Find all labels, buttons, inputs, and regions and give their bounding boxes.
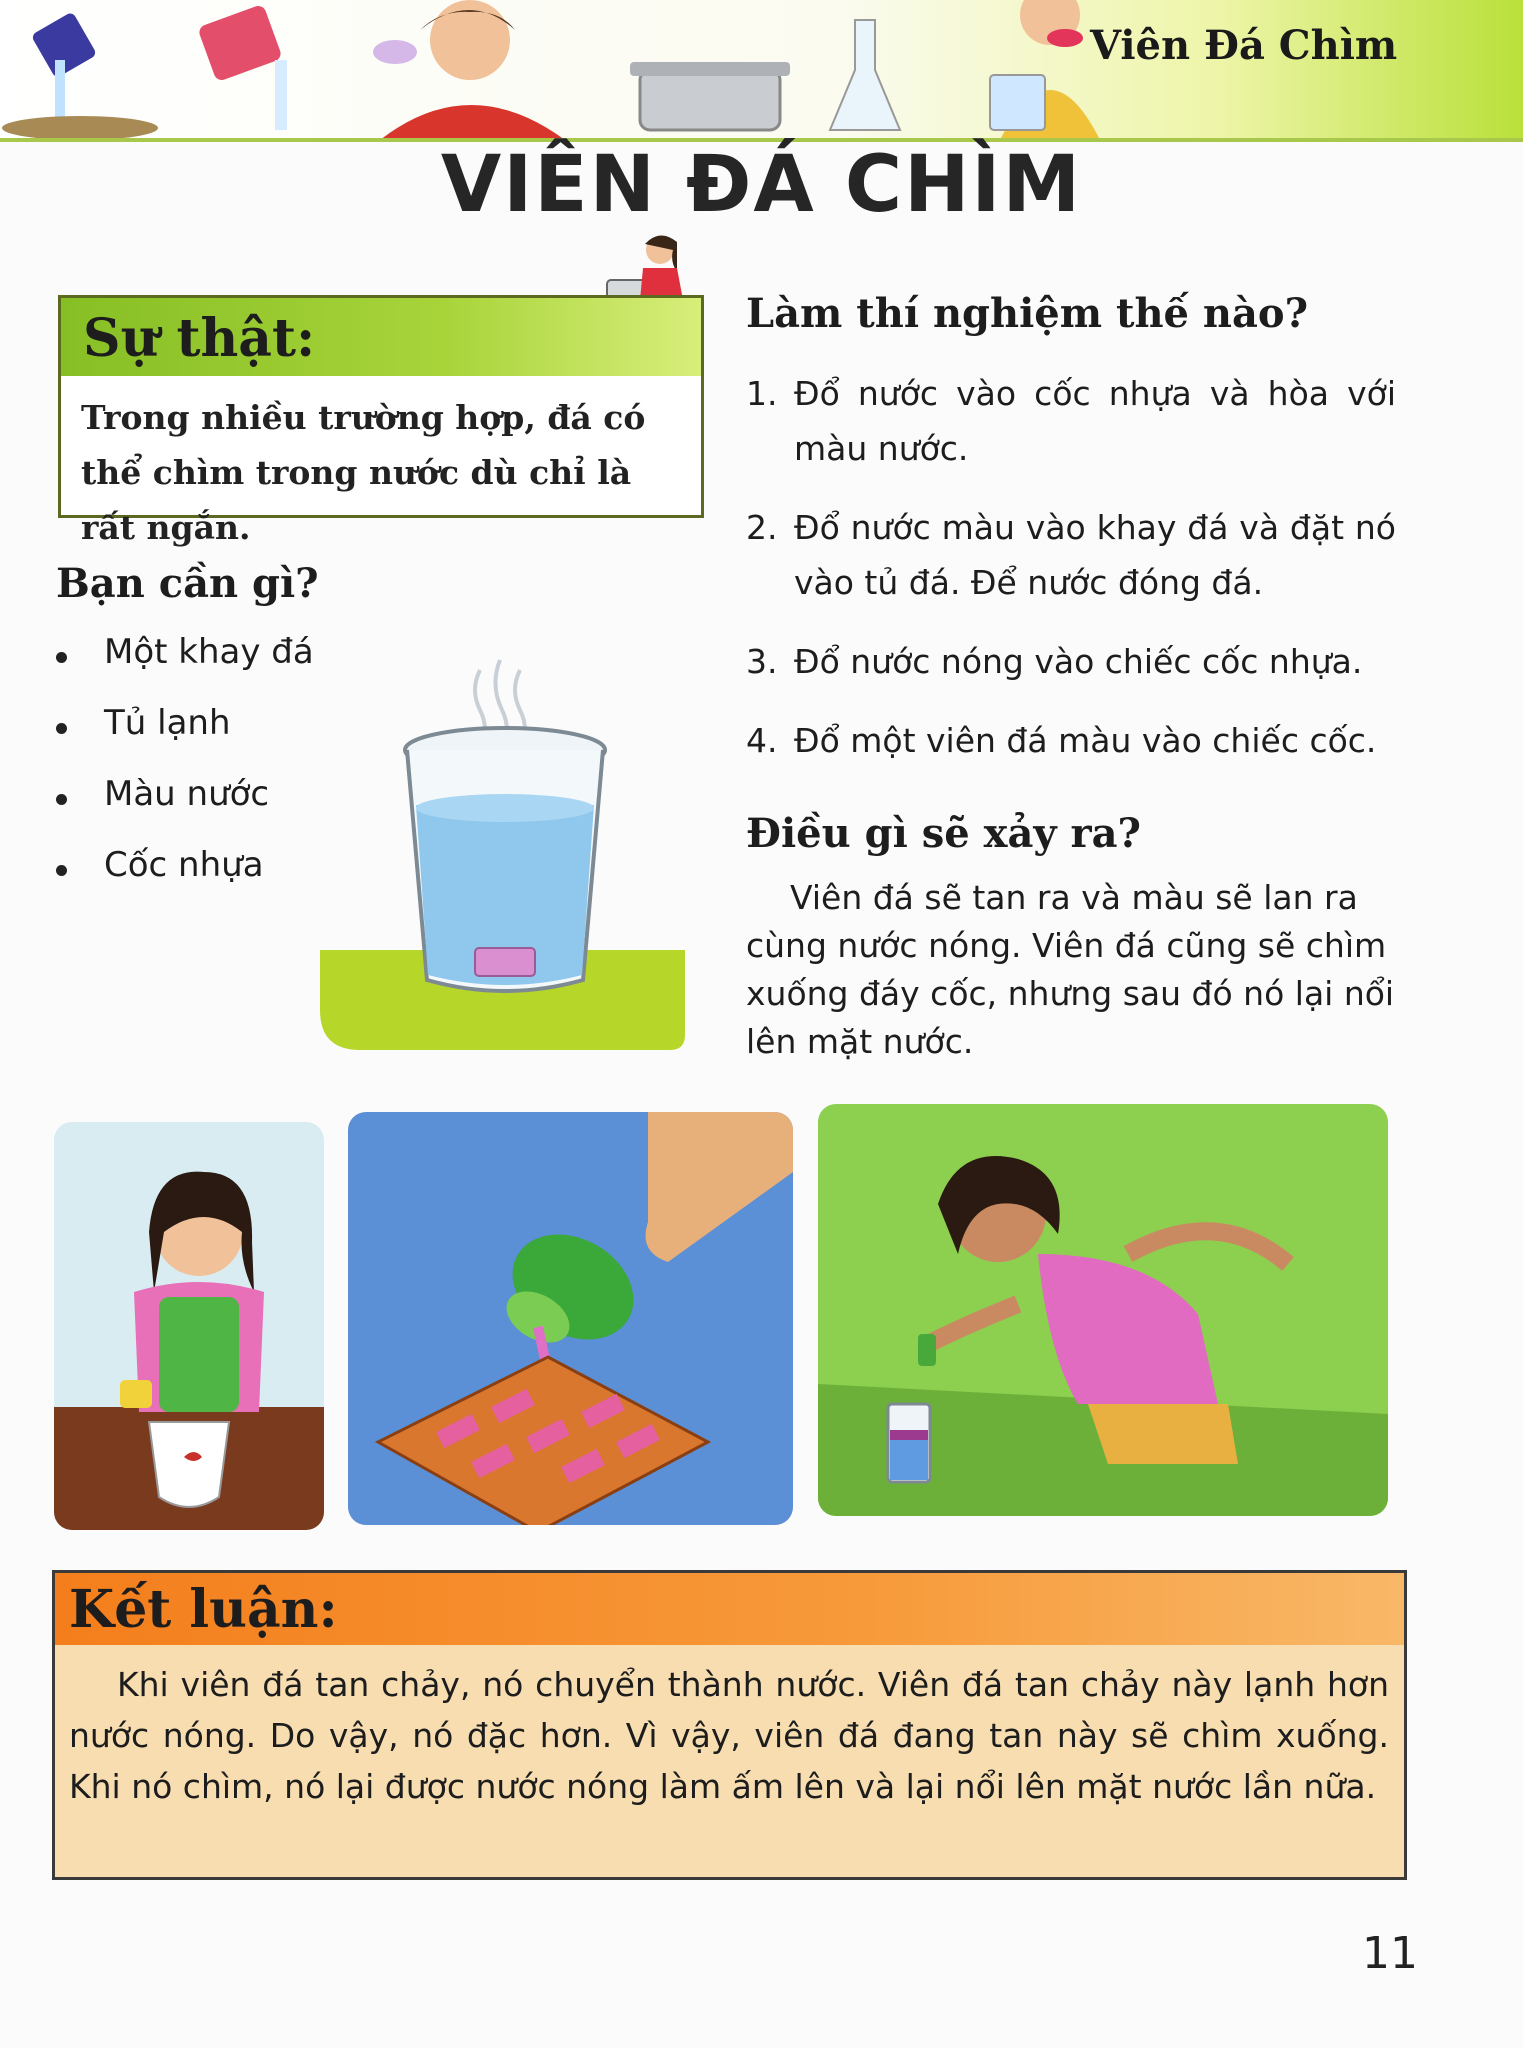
result-text: Viên đá sẽ tan ra và màu sẽ lan ra cùng nước nóng. Viên đá cũng sẽ chìm xuống đáy cốc, nhưng sau đó nó lại nổi lên mặt nước.	[746, 878, 1395, 1061]
needs-heading: Bạn cần gì?	[56, 560, 319, 607]
fact-heading: Sự thật:	[83, 308, 316, 369]
cup-with-ice-illustration	[320, 650, 690, 1055]
banner-illustrations	[0, 0, 1523, 140]
step-text: Đổ nước màu vào khay đá và đặt nó vào tủ đá. Để nước đóng đá.	[794, 508, 1396, 602]
tray-pouring-panel	[348, 1112, 793, 1525]
dropper-panel	[818, 1104, 1388, 1516]
conclusion-text: Khi viên đá tan chảy, nó chuyển thành nước. Viên đá tan chảy này lạnh hơn nước nóng. Do vậy, nó đặc hơn. Vì vậy, viên đá đang tan này sẽ chìm xuống. Khi nó chìm, nó lại được nước nóng làm ấm lên và lại nổi lên mặt nước lần nữa.	[69, 1665, 1389, 1806]
step-text: Đổ nước nóng vào chiếc cốc nhựa.	[794, 642, 1363, 681]
girl-pouring-illustration	[54, 1122, 324, 1530]
step-item	[746, 500, 1396, 610]
needs-item: Màu nước	[56, 774, 314, 845]
conclusion-header	[55, 1573, 1404, 1645]
girl-pouring-panel	[54, 1122, 324, 1530]
step-number: 3.	[746, 642, 778, 681]
running-title: Viên Đá Chìm	[1090, 22, 1398, 69]
step-number: 1.	[746, 374, 778, 413]
needs-item: Một khay đá	[56, 632, 314, 703]
conclusion-heading: Kết luận:	[69, 1579, 338, 1640]
step-item	[746, 366, 1396, 476]
page-title: VIÊN ĐÁ CHÌM	[440, 140, 1083, 230]
step-number: 2.	[746, 508, 778, 547]
step-item	[746, 634, 1396, 689]
girl-dropper-illustration	[818, 1104, 1388, 1516]
conclusion-box	[52, 1570, 1407, 1880]
step-text: Đổ nước vào cốc nhựa và hòa với màu nước.	[794, 374, 1396, 468]
needs-item: Tủ lạnh	[56, 703, 314, 774]
needs-item: Cốc nhựa	[56, 845, 314, 916]
ice-tray-illustration	[348, 1112, 793, 1525]
step-text: Đổ một viên đá màu vào chiếc cốc.	[794, 721, 1377, 760]
steps-list	[746, 366, 1396, 792]
step-number: 4.	[746, 721, 778, 760]
fact-text: Trong nhiều trường hợp, đá có thể chìm trong nước dù chỉ là rất ngắn.	[81, 398, 646, 547]
fact-box	[58, 295, 704, 547]
needs-list	[56, 632, 314, 916]
result-heading: Điều gì sẽ xảy ra?	[746, 810, 1141, 857]
method-heading: Làm thí nghiệm thế nào?	[746, 290, 1309, 337]
step-item	[746, 713, 1396, 768]
header-banner	[0, 0, 1523, 140]
page-number: 11	[1362, 1928, 1418, 1979]
fact-header	[61, 298, 701, 376]
